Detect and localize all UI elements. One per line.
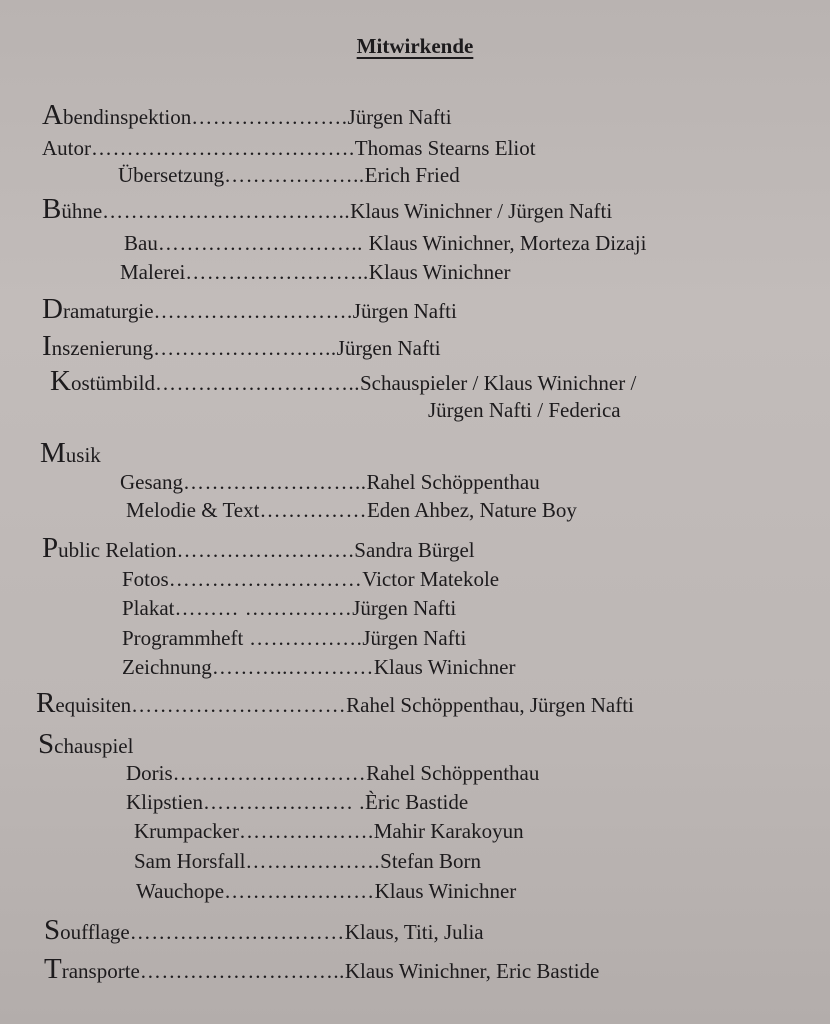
role-label: ransporte bbox=[61, 959, 140, 983]
role-label: ostümbild bbox=[70, 371, 155, 395]
leader-dots: ………………… bbox=[224, 879, 375, 903]
role-label: ublic Relation bbox=[58, 538, 177, 562]
credit-row bbox=[124, 230, 646, 256]
leader-dots: ……………………….. bbox=[154, 371, 360, 395]
role-label: ühne bbox=[61, 199, 103, 223]
leader-dots: …………………………….. bbox=[102, 199, 351, 223]
credit-row bbox=[136, 878, 516, 904]
leader-dots: ………………. bbox=[238, 819, 374, 843]
person-name: Klaus, Titi, Julia bbox=[344, 920, 484, 944]
leader-dots: ………………………… bbox=[131, 693, 347, 717]
credit-row bbox=[42, 193, 613, 225]
role-label: Plakat bbox=[122, 596, 175, 620]
role-label: bendinspektion bbox=[62, 105, 192, 129]
person-name: Stefan Born bbox=[380, 849, 482, 873]
credit-row bbox=[122, 625, 466, 651]
role-label: Klipstien bbox=[126, 790, 203, 814]
leader-dots: …………… bbox=[259, 498, 367, 522]
person-name: Sandra Bürgel bbox=[354, 538, 475, 562]
initial: D bbox=[42, 293, 63, 325]
leader-dots: ……………………… bbox=[168, 567, 363, 591]
role-label: Programmheft bbox=[122, 626, 244, 650]
person-name: Eden Ahbez, Nature Boy bbox=[366, 498, 577, 522]
role-label: Malerei bbox=[120, 260, 186, 284]
credit-row bbox=[122, 595, 456, 621]
role-label: ramaturgie bbox=[62, 299, 154, 323]
role-label: nszenierung bbox=[51, 336, 154, 360]
credit-row bbox=[44, 953, 600, 985]
initial: A bbox=[42, 99, 63, 131]
credit-row bbox=[134, 818, 524, 844]
credit-row-continuation bbox=[428, 397, 621, 423]
person-name: Erich Fried bbox=[364, 163, 460, 187]
role-label: equisiten bbox=[55, 693, 132, 717]
initial: P bbox=[42, 532, 59, 564]
role-label: chauspiel bbox=[54, 734, 134, 758]
role-label: oufflage bbox=[60, 920, 130, 944]
role-label: Sam Horsfall bbox=[134, 849, 246, 873]
credit-row bbox=[50, 365, 637, 397]
credit-row bbox=[118, 162, 460, 188]
role-label: Bau bbox=[124, 231, 158, 255]
credit-row bbox=[42, 330, 441, 362]
person-name: Rahel Schöppenthau bbox=[366, 761, 540, 785]
initial: R bbox=[36, 687, 56, 719]
credit-row bbox=[42, 135, 536, 161]
person-name: Klaus Winichner bbox=[373, 655, 516, 679]
leader-dots: ……………………. bbox=[176, 538, 355, 562]
initial: M bbox=[40, 437, 66, 469]
person-name: Schauspieler / Klaus Winichner / bbox=[359, 371, 637, 395]
section-heading bbox=[40, 437, 101, 469]
person-name: Jürgen Nafti / Federica bbox=[428, 398, 621, 422]
leader-dots: ……………………….. bbox=[139, 959, 345, 983]
person-name: Klaus Winichner bbox=[374, 879, 517, 903]
person-name: Klaus Winichner, Eric Bastide bbox=[344, 959, 600, 983]
person-name: Klaus Winichner / Jürgen Nafti bbox=[350, 199, 613, 223]
initial: B bbox=[42, 193, 62, 225]
credit-row bbox=[44, 914, 484, 946]
section-heading bbox=[38, 728, 134, 760]
page-title: Mitwirkende bbox=[356, 34, 474, 58]
person-name: Mahir Karakoyun bbox=[373, 819, 524, 843]
role-label: usik bbox=[65, 443, 101, 467]
person-name: Èric Bastide bbox=[365, 790, 469, 814]
initial: S bbox=[38, 728, 55, 760]
credit-row bbox=[120, 259, 510, 285]
leader-dots: ……………. bbox=[243, 626, 363, 650]
role-label: Wauchope bbox=[136, 879, 225, 903]
person-name: Jürgen Nafti bbox=[352, 596, 457, 620]
credit-row bbox=[42, 293, 457, 325]
credit-row bbox=[42, 99, 452, 131]
leader-dots: ………………………… bbox=[129, 920, 345, 944]
leader-dots: ………………. bbox=[245, 849, 381, 873]
leader-dots: …………………….. bbox=[182, 470, 367, 494]
leader-dots: ………..………… bbox=[211, 655, 374, 679]
person-name: Jürgen Nafti bbox=[352, 299, 457, 323]
leader-dots: …………………….. bbox=[185, 260, 369, 284]
credit-row bbox=[134, 848, 481, 874]
person-name: Jürgen Nafti bbox=[336, 336, 441, 360]
role-label: Zeichnung bbox=[122, 655, 212, 679]
person-name: Rahel Schöppenthau bbox=[366, 470, 540, 494]
person-name: Jürgen Nafti bbox=[362, 626, 467, 650]
initial: K bbox=[50, 365, 71, 397]
person-name: Rahel Schöppenthau, Jürgen Nafti bbox=[346, 693, 634, 717]
leader-dots: ……… …………… bbox=[174, 596, 353, 620]
person-name: Thomas Stearns Eliot bbox=[354, 136, 536, 160]
person-name: Klaus Winichner, Morteza Dizaji bbox=[368, 231, 647, 255]
credit-row bbox=[120, 469, 540, 495]
leader-dots: ………………… . bbox=[203, 790, 365, 814]
leader-dots: …………………. bbox=[191, 105, 348, 129]
credit-row bbox=[126, 789, 468, 815]
credit-row bbox=[42, 532, 475, 564]
person-name: Victor Matekole bbox=[362, 567, 500, 591]
credit-row bbox=[126, 497, 577, 523]
role-label: Gesang bbox=[120, 470, 183, 494]
leader-dots: ……………………… bbox=[172, 761, 367, 785]
person-name: Jürgen Nafti bbox=[347, 105, 452, 129]
leader-dots: …………………….. bbox=[153, 336, 337, 360]
leader-dots: ……………………….. bbox=[157, 231, 369, 255]
role-label: Krumpacker bbox=[134, 819, 239, 843]
role-label: Melodie & Text bbox=[126, 498, 260, 522]
leader-dots: ………………………. bbox=[153, 299, 353, 323]
credit-row bbox=[126, 760, 539, 786]
role-label: Autor bbox=[42, 136, 91, 160]
credit-row bbox=[36, 687, 634, 719]
role-label: Übersetzung bbox=[118, 163, 225, 187]
initial: S bbox=[44, 914, 61, 946]
credit-row bbox=[122, 654, 515, 680]
role-label: Doris bbox=[126, 761, 173, 785]
person-name: Klaus Winichner bbox=[368, 260, 511, 284]
initial: T bbox=[44, 953, 62, 985]
leader-dots: ……………….. bbox=[224, 163, 365, 187]
credit-row bbox=[122, 566, 499, 592]
leader-dots: ………………………………. bbox=[91, 136, 355, 160]
initial: I bbox=[42, 330, 52, 362]
role-label: Fotos bbox=[122, 567, 169, 591]
